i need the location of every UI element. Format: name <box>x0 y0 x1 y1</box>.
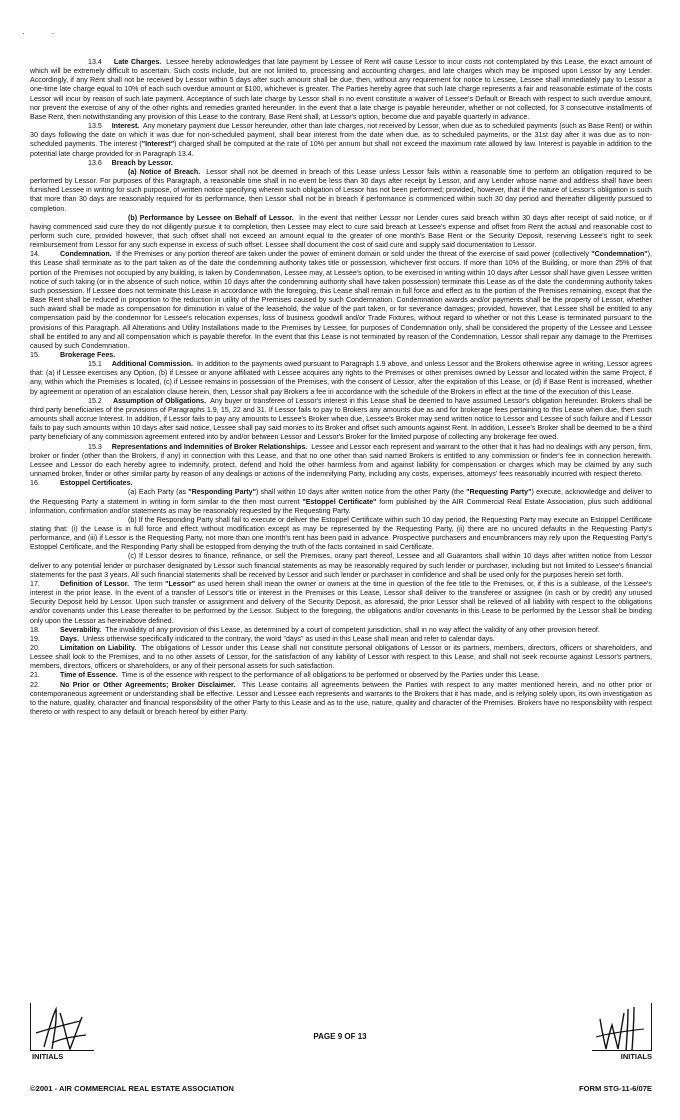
section-text: This Lease contains all agreements between the Parties with respect to any matter mentioned herein, and no other prior or contemporaneous agreement or understanding shall be effective. Lessor and Lessee each represents and warrants to the Brokers that it has made, and is relying solely upon, its own investigation as to the nature, quality, character and financial responsibility of the other Party to this Lease and as to the use, nature, quality and character of the Premises. Brokers have no responsibility with respect thereto or with respect to any default or breach hereof by either Party. <box>30 680 652 717</box>
section-18 <box>30 626 652 635</box>
initials-label-right: INITIALS <box>620 1052 652 1061</box>
section-15 <box>30 351 652 360</box>
lease-body <box>30 58 652 717</box>
section-text: Lessor shall not be deemed in breach of this Lease unless Lessor fails within a reasonable time to perform an obligation required to be performed by Lessor. For purposes of this Paragraph, a reasonable time shall in no event be less than 30 days after receipt by Lessor, and any Lender whose name and address shall have been furnished Lessee in writing for such purpose, of written notice specifying wherein such obligation of Lessor has not been performed; provided, however, that if the nature of Lessor's obligation is such that more than 30 days are reasonably required for its performance, then Lessor shall not be in breach if performance is commenced within such 30 day period and thereafter diligently pursued to completion. <box>30 167 653 213</box>
section-22 <box>30 681 652 718</box>
section-number: 16. <box>30 479 40 488</box>
defined-term: "Lessor" <box>165 579 196 588</box>
section-number: 19. <box>30 634 40 643</box>
section-text: ) charged shall be computed at the rate of 10% per annum but shall not exceed the maximum rate allowed by law. Interest is payable in addition to the potential late charge provided for in Paragraph 13.4. <box>30 140 653 158</box>
section-text: (b) If the Responding Party shall fail to execute or deliver the Estoppel Certificate within such 10 day period, the Requesting Party may execute an Estoppel Certificate stating that: (i) the Lease is in full force and effect without modification except as may be represented by the Requesting Party, (ii) there are no uncured defaults in the Requesting Party's performance, and (iii) if Lessor is the Requesting Party, not more than one month's rent has been paid in advance. Prospective purchasers and encumbrancers may rely upon the Requesting Party's Estoppel Certificate, and the Responding Party shall be estopped from denying the truth of the facts contained in said Certificate. <box>30 515 652 552</box>
section-text: In addition to the payments owed pursuant to Paragraph 1.9 above, and unless Lessor and the Brokers otherwise agree in writing, Lessor agrees that: (a) if Lessee exercises any Option, (b) if Lessee or anyone affiliated with Lessee acquires any rights to the Premises or other premises owned by Lessor and located within the same Project, if any, within which the Premises is located, (c) if Lessee remains in possession of the Premises, with the consent of Lessor, after the expiration of this Lease, or (d) if Base Rent is increased, whether by agreement or operation of an escalation clause herein, then, Lessor shall pay Brokers a fee in accordance with the schedule of the Brokers in effect at the time of the execution of this Lease. <box>30 360 653 396</box>
section-15-2 <box>30 397 652 443</box>
section-13-4 <box>30 58 652 122</box>
section-text: ), this Lease shall terminate as to the part taken as of the date the condemning authority takes title or possession, whichever first occurs. If more than 10% of the Building, or more than 25% of that portion of the Premises not occupied by any building, is taken by Condemnation, Lessee may, at Lessee's option, to be exercised in writing within 10 days after Lessor shall have given Lessee written notice of such taking (or in the absence of such notice, within 10 days after the condemning authority shall have taken possession) terminate this Lease as of the date the condemning authority takes such possession. If Lessee does not terminate this Lease in accordance with the foregoing, this Lease shall remain in full force and effect as to the portion of the Premises remaining, except that the Base Rent shall be reduced in proportion to the reduction in utility of the Premises caused by such Condemnation. Condemnation awards and/or payments shall be the property of Lessor, whether such award shall be made as compensation for diminution in value of the leasehold, the value of the part taken, or for severance damages; provided, however, that Lessee shall be entitled to any compensation paid by the condemnor for Lessee's relocation expenses, loss of business goodwill and/or Trade Fixtures, without regard to whether or not this Lease is terminated pursuant to the provisions of this Paragraph. All Alterations and Utility Installations made to the Premises by Lessee, for purposes of Condemnation only, shall be considered the property of the Lessee and Lessee shall be entitled to any and all compensation which is payable therefor. In the event that this Lease is not terminated by reason of the Condemnation, Lessor shall repair any damage to the Premises caused by such Condemnation. <box>30 250 652 350</box>
defined-term: "Responding Party" <box>188 488 256 497</box>
defined-term: "Condemnation" <box>591 250 648 259</box>
initials-box-right <box>590 1003 652 1061</box>
section-text: The term <box>133 579 163 588</box>
defined-term: "Estoppel Certificate" <box>302 497 377 506</box>
section-text: In the event that neither Lessor nor Lender cures said breach within 30 days after receipt of said notice, or if having commenced said cure they do not diligently pursue it to completion, then Lessee may elect to cure said breach at Lessee's expense and offset from Rent the actual and reasonable cost to perform such cure, provided however, that such offset shall not exceed an amount equal to the greater of one month's Base Rent or the Security Deposit, reserving Lessee's right to seek reimbursement from Lessor for any such expense in excess of such offset. Lessee shall document the cost of said cure and supply said documentation to Lessor. <box>30 213 652 250</box>
section-number: 15. <box>30 351 40 359</box>
section-text: ) shall within 10 days after written notice from the other Party (the <box>255 488 464 497</box>
section-13-6-b <box>30 214 652 251</box>
section-number: 13.4 <box>88 58 102 66</box>
section-heading: Limitation on Liability. <box>60 644 137 652</box>
section-heading: Estoppel Certificates. <box>60 479 133 488</box>
section-heading: Condemnation. <box>60 250 112 259</box>
subsection-heading: (a) Notice of Breach. <box>128 167 201 176</box>
section-heading: Assumption of Obligations. <box>112 396 207 405</box>
initials-line <box>30 1050 94 1051</box>
section-number: 15.2 <box>88 396 102 405</box>
section-13-5 <box>30 122 652 159</box>
section-text: Any buyer or transferee of Lessor's interest in this Lease shall be deemed to have assumed Lessor's obligation hereunder. Brokers shall be third party beneficiaries of the provisions of Paragraphs 1.9, 15, 22 and 31. If Lessor fails to pay to Brokers any amounts due as and for brokerage fees pertaining to this Lease when due, then such amounts shall accrue Interest. In addition, if Lessor fails to pay any amounts to Lessee's Broker when due, Lessee's Broker may send written notice to Lessor and Lessee of such failure and if Lessor fails to pay such amounts within 10 days after said notice, Lessee shall pay said monies to its Broker and offset such amounts against Rent. In addition, Lessee's Broker shall be deemed to be a third party beneficiary of any commission agreement entered into by and/or between Lessor and Lessor's Broker for the limited purpose of collecting any brokerage fee owed. <box>30 396 652 442</box>
section-number: 13.6 <box>88 158 102 167</box>
section-heading: Days. <box>60 634 79 643</box>
copyright-notice: ©2001 - AIR COMMERCIAL REAL ESTATE ASSOCIATION <box>30 1084 234 1093</box>
scan-marks: · · <box>22 28 67 38</box>
defined-term: "Interest" <box>141 140 175 149</box>
section-text: Lessee and Lessor each represent and warrant to the other that it has had no dealings with any person, firm, broker or finder (other than the Brokers, if any) in connection with this Lease, and that no one other than said named Brokers is entitled to any commission or finder's fee in connection herewith. Lessee and Lessor do each hereby agree to indemnify, protect, defend and hold the other harmless from and against liability for compensation or charges which may be claimed by any such unnamed broker, finder or other similar party by reason of any dealings or actions of the indemnifying Party, including any costs, expenses, attorneys' fees reasonably incurred with respect thereto. <box>30 442 652 479</box>
section-15-1 <box>30 360 652 397</box>
section-text: Any monetary payment due Lessor hereunder, other than late charges, not received by Lessor, when due as to scheduled payments (such as Base Rent) or within 30 days following the date on which it was due for non-scheduled payment, shall bear interest from the date when due, as to scheduled payments, or the 31st day after it was due as to non-scheduled payments. The interest ( <box>30 122 652 149</box>
subsection-heading: (b) Performance by Lessee on Behalf of Lessor. <box>128 213 294 222</box>
section-number: 21. <box>30 671 40 680</box>
section-heading: Definition of Lessor. <box>60 579 130 588</box>
section-text: Lessee hereby acknowledges that late payment by Lessee of Rent will cause Lessor to incur costs not contemplated by this Lease, the exact amount of which will be extremely difficult to ascertain. Such costs include, but are not limited to, processing and accounting charges, and late charges which may be imposed upon Lessor by any Lender. Accordingly, if any Rent shall not be received by Lessor within 5 days after such amount shall be due, then, without any requirement for notice to Lessee, Lessee shall immediately pay to Lessor a one-time late charge equal to 10% of each such overdue amount or $100, whichever is greater. The Parties hereby agree that such late charge represents a fair and reasonable estimate of the costs Lessor will incur by reason of such late payment. Acceptance of such late charge by Lessor shall in no event constitute a waiver of Lessee's Default or Breach with respect to such overdue amount, nor prevent the exercise of any of the other rights and remedies granted hereunder. In the event that a late charge is payable hereunder, whether or not collected, for 3 consecutive installments of Base Rent, then notwithstanding any provision of this Lease to the contrary, Base Rent shall, at Lessor's option, become due and payable quarterly in advance. <box>30 58 652 121</box>
page-number: PAGE 9 OF 13 <box>313 1032 367 1041</box>
section-text: (a) Each Party (as <box>128 488 186 497</box>
section-heading: Additional Commission. <box>111 360 193 369</box>
section-15-3 <box>30 443 652 480</box>
section-text: as used herein shall mean the owner or owners at the time in question of the fee title to the Premises, or, if this is a sublease, of the Lessee's interest in the prior lease. In the event of a transfer of Lessor's title or interest in the Premises or this Lease, Lessor shall deliver to the transferee or assignee (in cash or by credit) any unused Security Deposit held by Lessor. Upon such transfer or assignment and delivery of the Security Deposit, as aforesaid, the prior Lessor shall be relieved of all liability with respect to the obligations and/or covenants under this Lease thereafter to be performed by the Lessor. Subject to the foregoing, the obligations and/or covenants in this Lease to be performed by the Lessor shall be binding only upon the Lessor as hereinabove defined. <box>30 579 652 625</box>
section-text: Unless otherwise specifically indicated to the contrary, the word "days" as used in this Lease shall mean and refer to calendar days. <box>82 634 495 643</box>
defined-term: "Requesting Party" <box>466 488 532 497</box>
section-16-a <box>30 488 652 515</box>
section-heading: No Prior or Other Agreements; Broker Disclaimer. <box>60 680 236 689</box>
section-heading: Interest. <box>111 122 140 131</box>
section-21 <box>30 671 652 680</box>
section-heading: Severability. <box>60 625 102 634</box>
section-number: 18. <box>30 625 40 634</box>
section-text: The obligations of Lessor under this Lease shall not constitute personal obligations of Lessor or its partners, members, directors, officers or shareholders, and Lessee shall look to the Premises, and to no other assets of Lessor, for the satisfaction of any liability of Lessor with respect to this Lease, and shall not seek recourse against Lessor's partners, members, directors, officers or shareholders, or any of their personal assets for such satisfaction. <box>30 644 652 671</box>
section-text: If the Premises or any portion thereof are taken under the power of eminent domain or sold under the threat of the exercise of said power (collectively <box>115 250 590 259</box>
handwritten-initials <box>30 1003 96 1055</box>
section-number: 13.5 <box>88 122 102 131</box>
section-text: The invalidity of any provision of this Lease, as determined by a court of competent jurisdiction, shall in no way affect the validity of any other provision hereof. <box>105 625 600 634</box>
handwritten-initials <box>590 1003 652 1055</box>
section-heading: Time of Essence. <box>60 671 118 680</box>
section-17 <box>30 580 652 626</box>
section-14 <box>30 250 652 351</box>
section-number: 22. <box>30 680 40 689</box>
section-text: form published by the AIR Commercial Real Estate Association, plus such additional information, confirmation and/or statements as may be reasonably requested by the Requesting Party. <box>30 497 652 515</box>
section-16 <box>30 479 652 488</box>
section-number: 17. <box>30 579 40 588</box>
section-heading: Breach by Lessor. <box>111 158 173 167</box>
section-text: Time is of the essence with respect to the performance of all obligations to be performed or observed by the Parties under this Lease. <box>121 671 540 680</box>
section-text: (c) If Lessor desires to finance, refinance, or sell the Premises, orany part thereof, Lessee and all Guarantors shall within 10 days after written notice from Lessor deliver to any potential lender or purchaser designated by Lessor such financial statements as may be reasonably required by such lender or purchaser, including but not limited to Lessee's financial statements for the past 3 years. All such financial statements shall be received by Lessor and such lender or purchaser in confidence and shall be used only for the purposes herein set forth. <box>30 552 652 579</box>
section-number: 15.3 <box>88 442 102 451</box>
section-16-c <box>30 552 652 579</box>
section-13-6 <box>30 159 652 168</box>
initials-label-left: INITIALS <box>32 1052 64 1061</box>
section-13-6-a <box>30 168 652 214</box>
section-heading: Brokerage Fees. <box>60 351 116 359</box>
section-heading: Late Charges. <box>113 58 162 66</box>
section-20 <box>30 644 652 671</box>
section-19 <box>30 635 652 644</box>
form-number: FORM STG-11-6/07E <box>578 1084 652 1093</box>
section-16-b <box>30 516 652 553</box>
section-number: 20. <box>30 644 40 652</box>
section-number: 14. <box>30 250 40 259</box>
section-text: ) execute, acknowledge and deliver to the Requesting Party a statement in writing in form similar to the then most current <box>30 488 652 506</box>
section-heading: Representations and Indemnities of Broker Relationships. <box>111 442 308 451</box>
initials-line <box>592 1050 652 1051</box>
section-number: 15.1 <box>88 360 102 369</box>
